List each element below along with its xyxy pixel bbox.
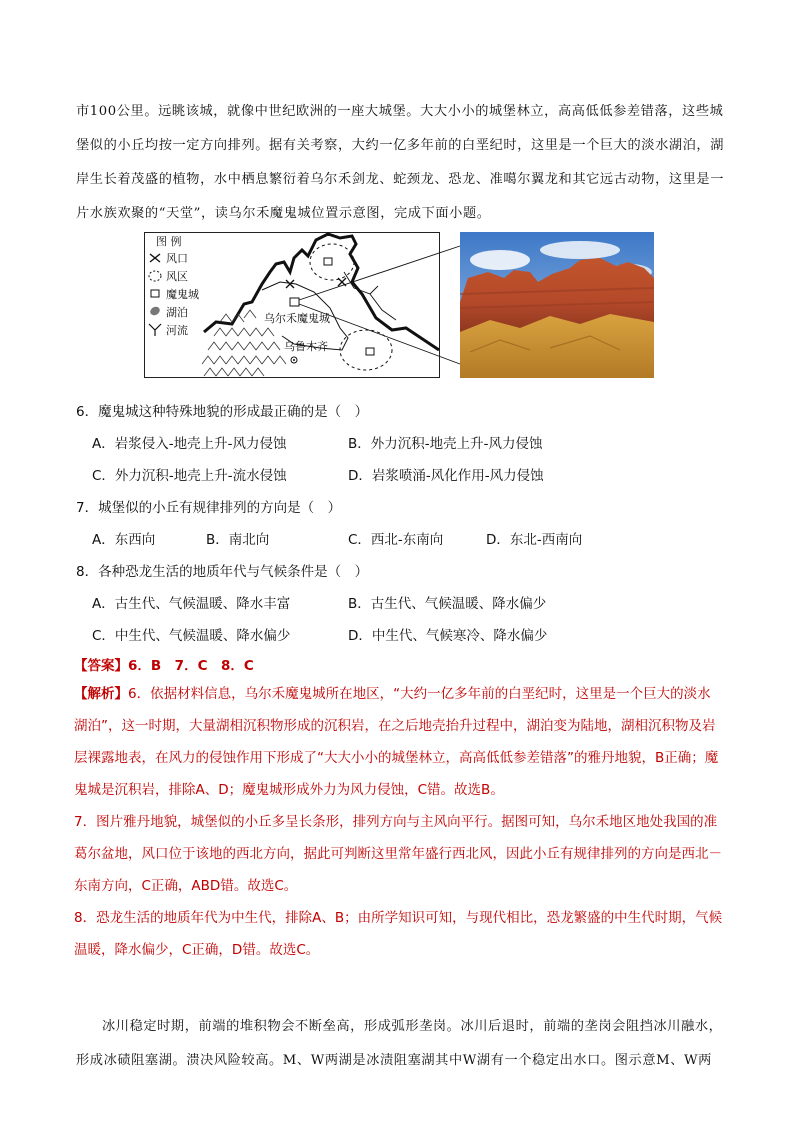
question-6-stem: 6．魔鬼城这种特殊地貌的形成最正确的是（ ） xyxy=(76,404,369,420)
explanation-p6-text: 6．依据材料信息，乌尔禾魔鬼城所在地区，“大约一亿多年前的白垩纪时，这里是一个巨大的淡水湖泊”，这一时期，大量湖相沉积物形成的沉积岩，在之后地壳抬升过程中，湖泊变为陆地，湖相沉积物及岩层裸露地表，在风力的侵蚀作用下形成了“大大小小的城堡林立，高高低低参差错落”的雅丹地貌，B正确；魔鬼城是沉积岩，排除A、D；魔鬼城形成外力为风力侵蚀，C错。故选B。 xyxy=(74,686,719,798)
answer-text: 6．B 7．C 8．C xyxy=(128,658,254,674)
yardang-landform-photo xyxy=(460,232,654,378)
intro-paragraph xyxy=(76,95,726,231)
explanation-label: 【解析】 xyxy=(74,686,128,702)
question-7-stem: 7．城堡似的小丘有规律排列的方向是（ ） xyxy=(76,500,342,516)
legend-lake: 湖泊 xyxy=(166,306,188,319)
explanation-block xyxy=(74,678,724,966)
question-6-option-b: B．外力沉积-地壳上升-风力侵蚀 xyxy=(348,436,543,452)
question-8-stem: 8．各种恐龙生活的地质年代与气候条件是（ ） xyxy=(76,564,369,580)
answer-label: 【答案】 xyxy=(74,658,128,674)
question-7-option-d: D．东北-西南向 xyxy=(486,532,583,548)
question-6-option-c: C．外力沉积-地壳上升-流水侵蚀 xyxy=(92,468,287,484)
question-7-option-b: B．南北向 xyxy=(206,532,270,548)
explanation-p8: 8．恐龙生活的地质年代为中生代，排除A、B；由所学知识可知，与现代相比，恐龙繁盛的中生代时期，气候温暖，降水偏少，C正确，D错。故选C。 xyxy=(74,910,723,958)
question-8-option-a: A．古生代、气候温暖、降水丰富 xyxy=(92,596,291,612)
legend-title: 图 例 xyxy=(156,235,182,248)
figure-map-and-photo xyxy=(144,232,654,380)
explanation-p7: 7．图片雅丹地貌，城堡似的小丘多呈长条形，排列方向与主风向平行。据图可知，乌尔禾地区地处我国的准葛尔盆地，风口位于该地的西北方向，据此可判断这里常年盛行西北风，因此小丘有规律排列的方向是西北－东南方向，C正确，ABD错。故选C。 xyxy=(74,814,722,894)
legend-river: 河流 xyxy=(166,324,188,337)
legend-devil-city: 魔鬼城 xyxy=(166,288,199,301)
next-passage xyxy=(76,1010,724,1078)
legend-wind-zone: 风区 xyxy=(166,270,188,283)
question-8-option-c: C．中生代、气候温暖、降水偏少 xyxy=(92,628,291,644)
question-8-option-b: B．古生代、气候温暖、降水偏少 xyxy=(348,596,547,612)
urho-devil-city-label: 乌尔禾魔鬼城 xyxy=(264,312,330,325)
next-passage-text: 冰川稳定时期，前端的堆积物会不断垒高，形成弧形垄岗。冰川后退时，前端的垄岗会阻挡冰川融水，形成冰碛阻塞湖。溃决风险较高。M、W两湖是冰渍阻塞湖其中W湖有一个稳定出水口。图示意M、W两 xyxy=(76,1019,723,1068)
question-7-option-a: A．东西向 xyxy=(92,532,156,548)
answer-line xyxy=(74,654,254,674)
legend-wind-gap: 风口 xyxy=(166,252,188,265)
question-8-option-d: D．中生代、气候寒冷、降水偏少 xyxy=(348,628,548,644)
urumqi-label: 乌鲁木齐 xyxy=(284,340,328,353)
question-7-option-c: C．西北-东南向 xyxy=(348,532,444,548)
question-6-option-d: D．岩浆喷涌-风化作用-风力侵蚀 xyxy=(348,468,544,484)
explanation-p6 xyxy=(74,678,724,806)
intro-text: 市100公里。远眺该城，就像中世纪欧洲的一座大城堡。大大小小的城堡林立，高高低低参差错落，这些城堡似的小丘均按一定方向排列。据有关考察，大约一亿多年前的白垩纪时，这里是一个巨大的淡水湖泊，湖岸生长着茂盛的植物，水中栖息繁衍着乌尔禾剑龙、蛇颈龙、恐龙、准噶尔翼龙和其它远古动物，这里是一片水族欢聚的“天堂”，读乌尔禾魔鬼城位置示意图，完成下面小题。 xyxy=(76,104,725,221)
question-6-option-a: A．岩浆侵入-地壳上升-风力侵蚀 xyxy=(92,436,287,452)
